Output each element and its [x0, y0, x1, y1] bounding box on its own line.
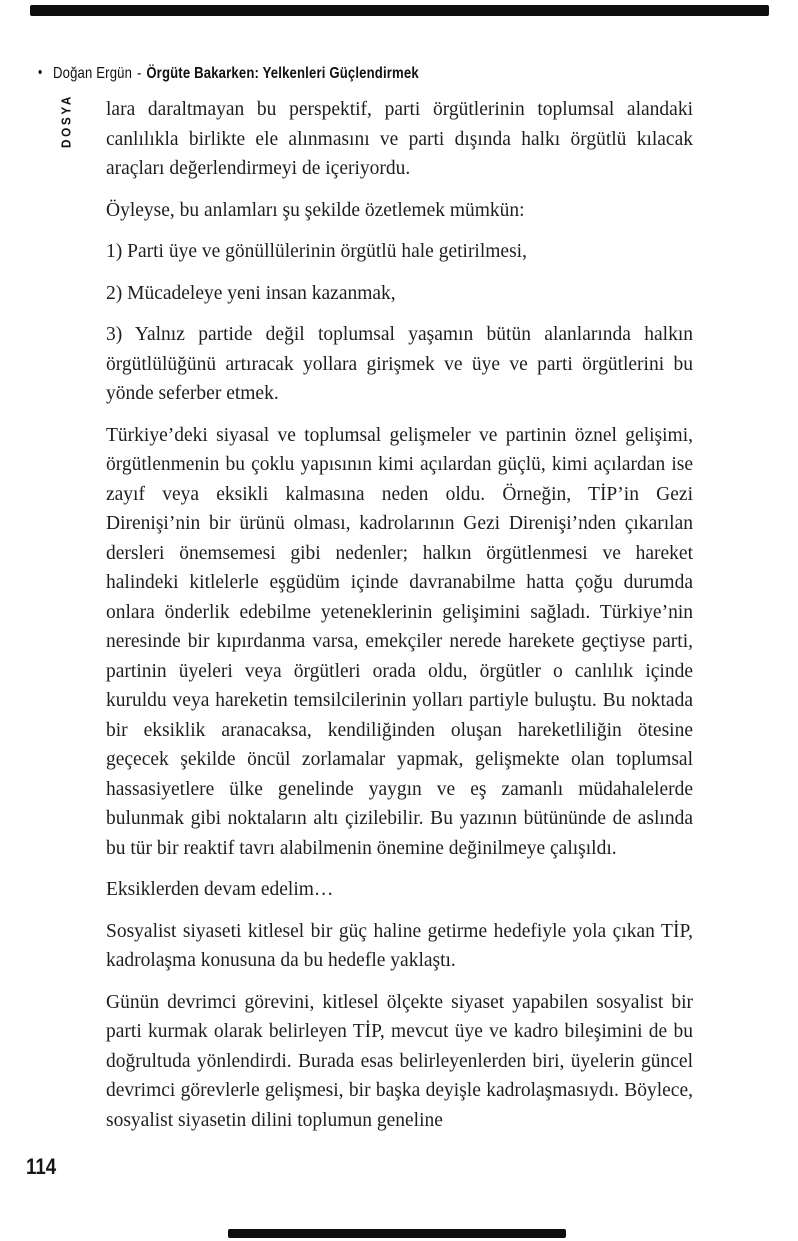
previous-page-edge-bar: [30, 5, 769, 16]
list-item-paragraph: 1) Parti üye ve gönüllülerinin örgütlü hale getirilmesi,: [106, 241, 527, 262]
page-number: 114: [26, 1154, 57, 1179]
paragraph: lara daraltmayan bu perspektif, parti örgütlerinin toplumsal alandaki canlılıkla birlikte ele alınmasını ve parti dışında halkı örgütlü kılacak araçları değerlendirmeyi de içeriyordu.: [106, 99, 693, 179]
section-label-vertical: DOSYA: [58, 93, 74, 149]
paragraph: Sosyalist siyaseti kitlesel bir güç haline getirme hedefiyle yola çıkan TİP, kadrolaşma konusuna da bu hedefle yaklaştı.: [106, 920, 693, 971]
paragraph: Eksiklerden devam edelim…: [106, 879, 334, 900]
list-item-paragraph: 2) Mücadeleye yeni insan kazanmak,: [106, 282, 396, 304]
header-dash: -: [137, 65, 142, 82]
header-author: Doğan Ergün: [52, 65, 133, 82]
next-page-edge-bar: [228, 1229, 566, 1238]
article-body: [106, 95, 693, 1147]
header-article-title: Örgüte Bakarken: Yelkenleri Güçlendirmek: [146, 65, 419, 82]
running-header: [38, 64, 419, 83]
paragraph: Türkiye’deki siyasal ve toplumsal gelişmeler ve partinin öznel gelişimi, örgütlenmenin bu çoklu yapısının kimi açılardan güçlü, kimi açılardan ise zayıf veya eksikli kalmasına neden oldu. Örneğin, TİP’in Gezi Direnişi’nin bir ürünü olması, kadrolarının Gezi Direnişi’nden çıkarılan dersleri önemsemesi gibi nedenler; halkın örgütlenmesi ve hareket halindeki kitlelerle eşgüdüm içinde davranabilme hatta çoğu durumda onlara önderlik edebilme yeteneklerinin gelişimini sağladı. Türkiye’nin neresinde bir kıpırdanma varsa, emekçiler nerede harekete geçtiyse parti, partinin üyeleri veya örgütleri orada oldu, örgütler o canlılık içinde kuruldu veya hareketin temsilcilerinin yolları partiyle buluştu. Bu noktada bir eksiklik aranacaksa, kendiliğinden oluşan hareketliliğin ötesine geçecek şekilde öncül zorlamalar yapmak, gelişmekte olan toplumsal hassasiyetlere ülke genelinde yaygın ve eş zamanlı müdahalelerde bulunmak gibi noktaların altı çizilebilir. Bu yazının bütününde de aslında bu tür bir reaktif tavrı alabilmenin önemine değinilmeye çalışıldı.: [106, 424, 693, 859]
paragraph: Günün devrimci görevini, kitlesel ölçekte siyaset yapabilen sosyalist bir parti kurmak olarak belirleyen TİP, mevcut üye ve kadro bileşimini de bu doğrultuda yönlendirdi. Burada esas belirleyenlerden biri, üyelerin güncel devrimci görevlerle gelişmesi, bir başka deyişle kadrolaşmasıydı. Böylece, sosyalist siyasetin dilini toplumun geneline: [106, 991, 693, 1131]
paragraph: Öyleyse, bu anlamları şu şekilde özetlemek mümkün:: [106, 199, 525, 221]
list-item-paragraph: 3) Yalnız partide değil toplumsal yaşamın bütün alanlarında halkın örgütlülüğünü artıracak yollara girişmek ve üye ve parti örgütlerini bu yönde seferber etmek.: [106, 324, 693, 404]
header-bullet-icon: •: [38, 64, 43, 81]
